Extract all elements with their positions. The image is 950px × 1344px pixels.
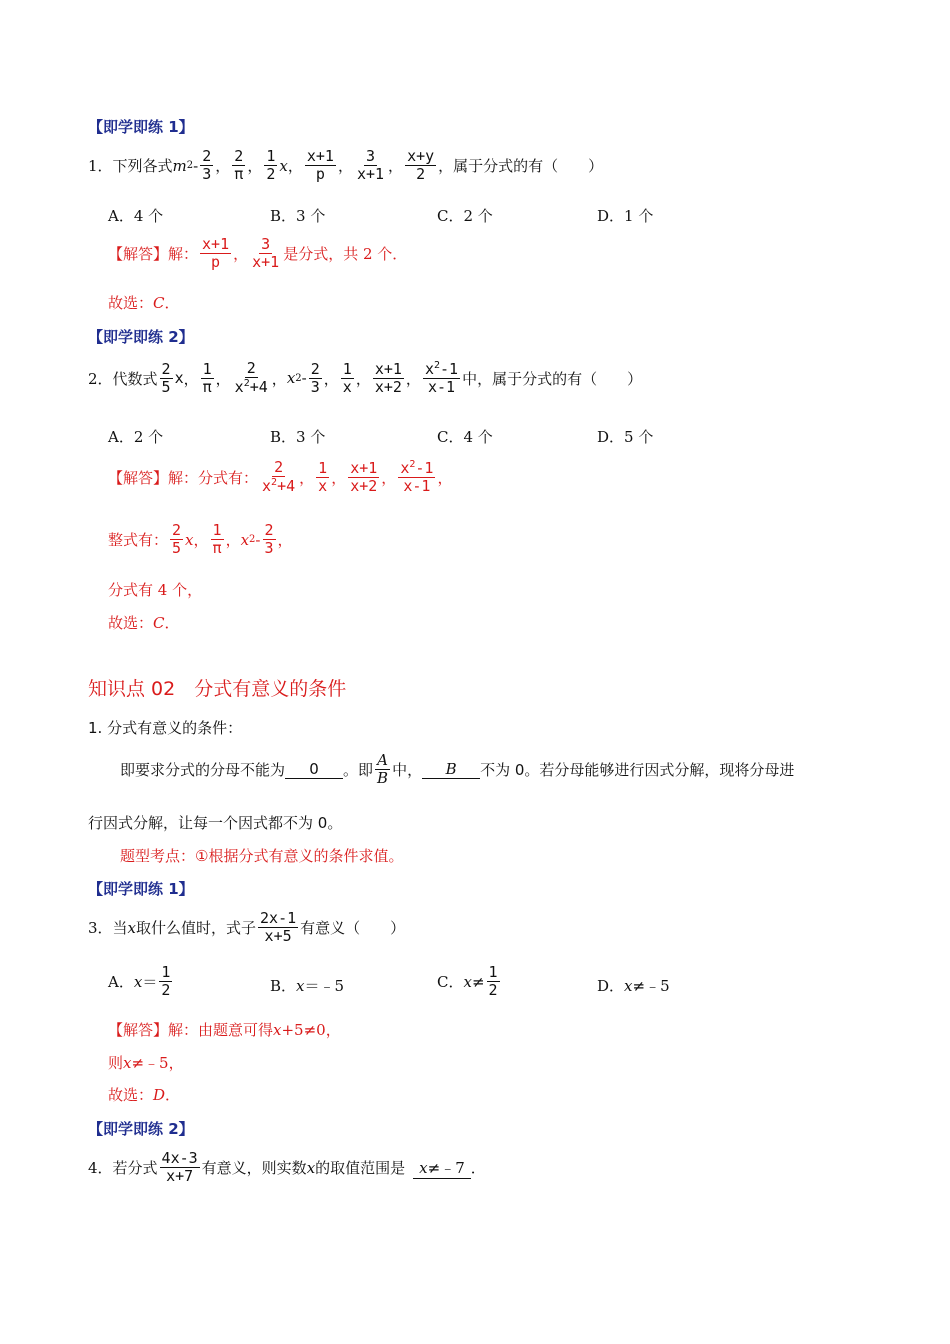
blank-zero: 0 <box>285 760 343 779</box>
q1-fraction-2: $\frac{2}{\pi}$ <box>234 147 244 184</box>
q1-minus: - <box>193 156 199 175</box>
q2-int-fraction-3: $\frac{2}{3}$ <box>264 521 274 558</box>
q2-int-fraction-2: $\frac{1}{\pi}$ <box>212 521 222 558</box>
q2-fraction-5: $\frac{1}{x}$ <box>342 359 352 396</box>
q2-answer: 【解答】解：分式有： $\frac{2}{x^2+4}$ ， $\frac{1}{x}$ ， $\frac{x+1}{x+2}$ ， $\frac{x^2-1}{x-1}$ ， <box>108 458 453 496</box>
fraction-a-over-b: $\frac{A}{B}$ <box>377 751 389 788</box>
q2-integral-expressions: 整式有： $\frac{2}{5}$ x ， $\frac{1}{\pi}$ ， x 2 - $\frac{2}{3}$ ， <box>108 521 293 558</box>
q3-fraction: $\frac{2x-1}{x+5}$ <box>260 909 297 946</box>
q3-choice: 故选：D． <box>108 1086 181 1104</box>
q1-fraction-4: $\frac{x+1}{p}$ <box>306 147 334 184</box>
practice-tag-2: 【即学即练 2】 <box>88 328 194 346</box>
q2-choice: 故选：C． <box>108 614 180 632</box>
q2-option-d: D．5 个 <box>597 428 654 446</box>
q2-int-fraction-1: $\frac{2}{5}$ <box>172 521 182 558</box>
question-2: 2．代数式 $\frac{2}{5}$ x ， $\frac{1}{\pi}$ ， $\frac{2}{x^2+4}$ ， x 2 - $\frac{2}{3}$ ， $\frac{1}{x}$ ， $\frac{x+1}{x+2}$ ， $\frac{x^2-1}{x-1}$ 中，属于分式的有（ ） <box>88 359 643 397</box>
q1-number: 1．下列各式 <box>88 157 173 176</box>
q1-choice: 故选：C． <box>108 294 180 312</box>
q1-m: m <box>172 156 187 175</box>
q4-answer-blank: x≠﹣7 <box>413 1157 471 1179</box>
q1-option-a: A．4 个 <box>108 207 164 225</box>
q2-fraction-1: $\frac{2}{5}$ <box>161 359 171 396</box>
section-title: 知识点 02 分式有意义的条件 <box>88 678 347 700</box>
practice-tag-3: 【即学即练 1】 <box>88 880 194 898</box>
section-item-1: 1. 分式有意义的条件： <box>88 719 243 737</box>
q1-answer: 【解答】解： $\frac{x+1}{p}$ ， $\frac{3}{x+1}$ 是分式，共 2 个． <box>108 235 408 272</box>
q2-fraction-3: $\frac{2}{x^2+4}$ <box>234 359 268 397</box>
q2-count: 分式有 4 个， <box>108 581 203 599</box>
q1-answer-fraction-2: $\frac{3}{x+1}$ <box>252 235 280 272</box>
q1-fraction-6: $\frac{x+y}{2}$ <box>407 147 435 184</box>
question-3: 3．当 x 取什么值时，式子 $\frac{2x-1}{x+5}$ 有意义（ ） <box>88 909 406 946</box>
q2-option-a: A．2 个 <box>108 428 164 446</box>
q2-fraction-2: $\frac{1}{\pi}$ <box>202 359 212 396</box>
q2-answer-fraction-2: $\frac{1}{x}$ <box>318 458 328 495</box>
q3-option-a-fraction: $\frac{1}{2}$ <box>161 963 171 1000</box>
question-type-point: 题型考点：①根据分式有意义的条件求值。 <box>120 847 404 865</box>
blank-b: B <box>422 760 480 779</box>
q1-tail: ，属于分式的有（ ） <box>438 157 604 176</box>
q2-answer-fraction-3: $\frac{x+1}{x+2}$ <box>350 458 378 495</box>
q1-fraction-5: $\frac{3}{x+1}$ <box>356 147 385 184</box>
q2-option-b: B．3 个 <box>270 428 326 446</box>
q3-option-c: C． x ≠ $\frac{1}{2}$ <box>437 963 498 1000</box>
q2-fraction-4: $\frac{2}{3}$ <box>310 359 320 396</box>
q2-option-c: C．4 个 <box>437 428 493 446</box>
condition-paragraph-line-2: 行因式分解，让每一个因式都不为 0。 <box>88 814 343 832</box>
q1-option-d: D．1 个 <box>597 207 654 225</box>
q3-then: 则x≠﹣5， <box>108 1054 184 1072</box>
q1-option-c: C．2 个 <box>437 207 493 225</box>
q3-option-b: B．x＝﹣5 <box>270 977 345 995</box>
q4-fraction: $\frac{4x-3}{x+7}$ <box>161 1149 198 1186</box>
q1-fraction-3: $\frac{1}{2}$ <box>266 147 276 184</box>
question-4: 4．若分式 $\frac{4x-3}{x+7}$ 有意义，则实数 x 的取值范围是 x≠﹣7 ． <box>88 1149 486 1186</box>
q3-answer: 【解答】解：由题意可得x+5≠0， <box>108 1021 341 1039</box>
q3-option-a: A． x ＝ $\frac{1}{2}$ <box>108 963 171 1000</box>
question-1: 1．下列各式 m 2 - $\frac{2}{3}$ ， $\frac{2}{\pi}$ ， $\frac{1}{2}$ x ， $\frac{x+1}{p}$ ， $\frac{3}{x+1}$ ， $\frac{x+y}{2}$ ，属于分式的有（ ） <box>88 147 604 184</box>
q1-answer-fraction-1: $\frac{x+1}{p}$ <box>202 235 230 272</box>
q1-option-b: B．3 个 <box>270 207 326 225</box>
practice-tag-4: 【即学即练 2】 <box>88 1120 194 1138</box>
condition-paragraph-line-1: 即要求分式的分母不能为 0 。即 $\frac{A}{B}$ 中， B 不为 0。若分母能够进行因式分解，现将分母进 <box>120 751 795 788</box>
q2-fraction-7: $\frac{x^2-1}{x-1}$ <box>424 360 459 397</box>
q1-fraction-1: $\frac{2}{3}$ <box>202 147 212 184</box>
q3-option-d: D．x≠﹣5 <box>597 977 670 995</box>
practice-tag-1: 【即学即练 1】 <box>88 118 194 136</box>
q2-fraction-6: $\frac{x+1}{x+2}$ <box>374 359 402 396</box>
q2-answer-fraction-4: $\frac{x^2-1}{x-1}$ <box>400 459 434 496</box>
q3-option-c-fraction: $\frac{1}{2}$ <box>488 963 498 1000</box>
q2-answer-fraction-1: $\frac{2}{x^2+4}$ <box>262 458 296 496</box>
q1-exp: 2 <box>186 160 194 172</box>
